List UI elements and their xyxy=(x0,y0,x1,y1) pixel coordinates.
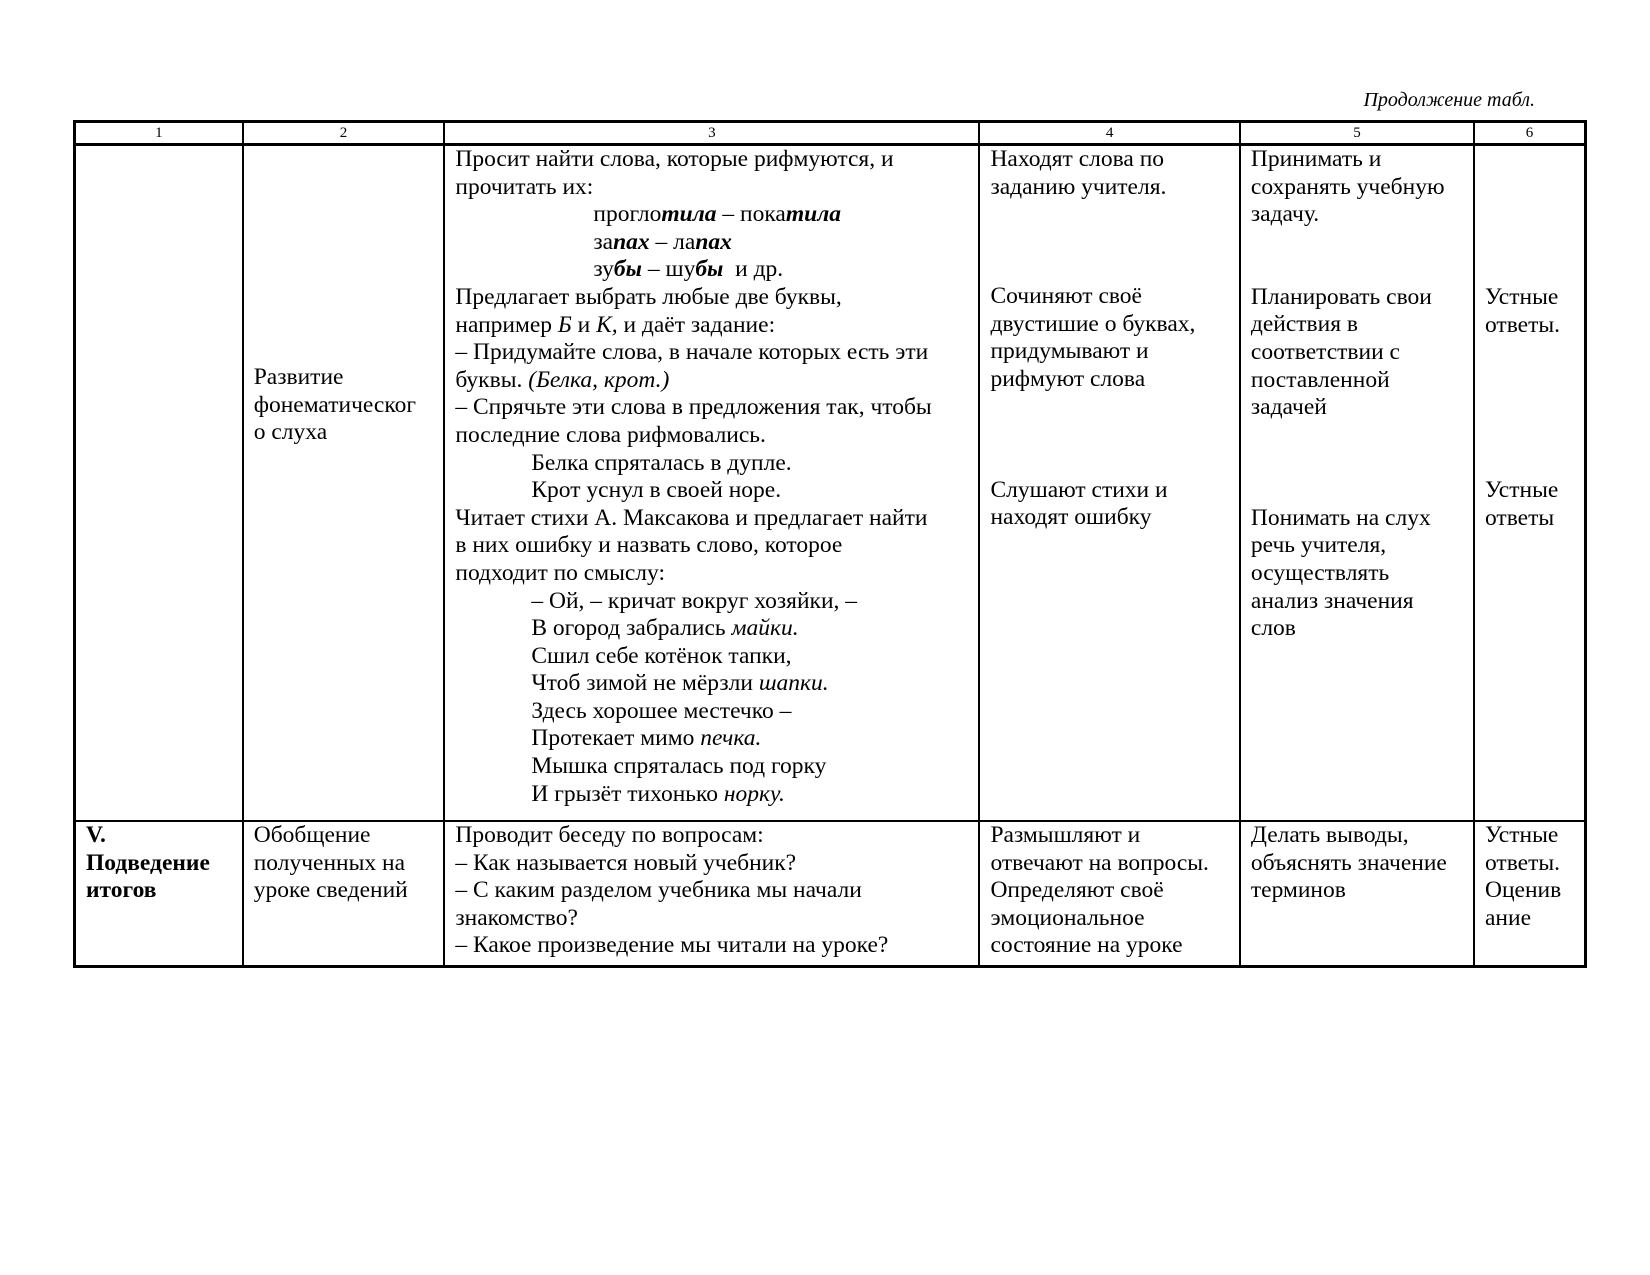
control-line: Устные xyxy=(1484,284,1559,310)
student-activity-cell xyxy=(979,145,1239,822)
poem-line: В огород забрались майки. xyxy=(531,615,799,642)
skill-line: Принимать и xyxy=(1250,146,1382,172)
teacher-activity-cell xyxy=(444,145,979,822)
poem-line: Сшил себе котёнок тапки, xyxy=(531,642,792,669)
control-line: ание xyxy=(1484,904,1531,931)
control-line: ответы xyxy=(1484,504,1555,531)
task-line: – Какое произведение мы читали на уроке? xyxy=(455,932,889,959)
goal-line: полученных на xyxy=(253,849,406,876)
lesson-table xyxy=(73,120,1587,968)
student-line: придумывают и xyxy=(990,338,1149,365)
skill-line: поставленной xyxy=(1250,366,1390,393)
task-line: Читает стихи А. Максакова и предлагает найти xyxy=(455,504,928,531)
goal-line: Развитие xyxy=(253,364,344,390)
task-line: прочитать их: xyxy=(455,173,594,200)
task-line: – С каким разделом учебника мы начали xyxy=(455,877,862,904)
stage-cell xyxy=(75,821,243,967)
skill-line: слов xyxy=(1250,615,1296,642)
poem-line: Здесь хорошее местечко – xyxy=(531,697,792,724)
stage-line: итогов xyxy=(86,877,157,904)
poem-line: И грызёт тихонько норку. xyxy=(531,780,785,807)
skill-line: речь учителя, xyxy=(1250,532,1387,559)
skill-line: сохранять учебную xyxy=(1250,173,1445,200)
column-number: 5 xyxy=(1240,122,1474,145)
column-number-row xyxy=(75,122,1586,145)
task-line: подходит по смыслу: xyxy=(455,559,666,586)
task-line: Просит найти слова, которые рифмуются, и xyxy=(455,146,894,172)
goal-line: уроке сведений xyxy=(253,877,408,904)
column-number: 2 xyxy=(243,122,445,145)
task-line: последние слова рифмовались. xyxy=(455,421,766,448)
student-line: находят ошибку xyxy=(990,504,1152,531)
task-line: Проводит беседу по вопросам: xyxy=(455,822,764,848)
student-line: Слушают стихи и xyxy=(990,476,1168,503)
stage-cell xyxy=(75,145,243,822)
skills-cell xyxy=(1240,821,1474,967)
skill-line: терминов xyxy=(1250,877,1346,904)
student-line: состояние на уроке xyxy=(990,932,1183,959)
verse-line: Крот уснул в своей норе. xyxy=(531,477,782,504)
skill-line: объяснять значение xyxy=(1250,849,1447,876)
student-line: Находят слова по xyxy=(990,146,1165,172)
task-line: Предлагает выбрать любые две буквы, xyxy=(455,283,842,310)
poem-line: – Ой, – кричат вокруг хозяйки, – xyxy=(531,587,858,614)
student-line: Размышляют и xyxy=(990,822,1141,848)
control-line: Устные xyxy=(1484,477,1559,504)
column-number: 6 xyxy=(1474,122,1586,145)
skill-line: соответствии с xyxy=(1250,338,1400,365)
rhyme-pair: запах – лапах xyxy=(593,228,732,255)
column-number: 4 xyxy=(979,122,1239,145)
skill-line: задачу. xyxy=(1250,201,1320,228)
goal-line: Обобщение xyxy=(253,822,371,848)
control-line: Устные xyxy=(1484,822,1559,848)
table-row xyxy=(75,821,1586,967)
column-number: 3 xyxy=(444,122,979,145)
teacher-activity-cell xyxy=(444,821,979,967)
continuation-label: Продолжение табл. xyxy=(1363,89,1535,111)
skill-line: Делать выводы, xyxy=(1250,822,1409,848)
poem-line: Чтоб зимой не мёрзли шапки. xyxy=(531,670,829,697)
skill-line: Планировать свои xyxy=(1250,283,1432,310)
control-line: ответы. xyxy=(1484,849,1561,876)
goal-cell xyxy=(243,145,445,822)
goal-line: о слуха xyxy=(253,419,328,446)
task-line: – Как называется новый учебник? xyxy=(455,849,797,876)
poem-line: Мышка спряталась под горку xyxy=(531,753,827,780)
student-line: Сочиняют своё xyxy=(990,283,1142,310)
rhyme-pair: проглотила – покатила xyxy=(593,201,842,228)
skill-line: анализ значения xyxy=(1250,587,1414,614)
table-row xyxy=(75,145,1586,822)
skill-line: осуществлять xyxy=(1250,559,1390,586)
student-line: Определяют своё xyxy=(990,877,1164,904)
skill-line: задачей xyxy=(1250,394,1327,421)
student-line: двустишие о буквах, xyxy=(990,310,1196,337)
goal-line: фонематическог xyxy=(253,391,416,418)
task-line: например Б и К, и даёт задание: xyxy=(455,311,776,338)
poem-line: Протекает мимо печка. xyxy=(531,725,762,752)
student-activity-cell xyxy=(979,821,1239,967)
skill-line: Понимать на слух xyxy=(1250,504,1431,531)
verse-line: Белка спряталась в дупле. xyxy=(531,449,792,476)
task-line: буквы. (Белка, крот.) xyxy=(455,366,670,393)
control-cell xyxy=(1474,821,1586,967)
task-line: в них ошибку и назвать слово, которое xyxy=(455,532,843,559)
task-line: знакомство? xyxy=(455,904,578,931)
goal-cell xyxy=(243,821,445,967)
column-number: 1 xyxy=(75,122,243,145)
task-line: – Придумайте слова, в начале которых есть эти xyxy=(455,339,929,366)
control-line: Оценив xyxy=(1484,877,1562,904)
student-line: отвечают на вопросы. xyxy=(990,849,1209,876)
skills-cell xyxy=(1240,145,1474,822)
skill-line: действия в xyxy=(1250,311,1359,338)
rhyme-pair: зубы – шубы и др. xyxy=(593,256,784,283)
control-line: ответы. xyxy=(1484,311,1561,338)
student-line: эмоциональное xyxy=(990,904,1145,931)
student-line: заданию учителя. xyxy=(990,173,1167,200)
stage-line: Подведение xyxy=(86,849,210,876)
task-line: – Спрячьте эти слова в предложения так, чтобы xyxy=(455,394,932,421)
student-line: рифмуют слова xyxy=(990,365,1146,392)
stage-line: V. xyxy=(86,822,106,848)
control-cell xyxy=(1474,145,1586,822)
